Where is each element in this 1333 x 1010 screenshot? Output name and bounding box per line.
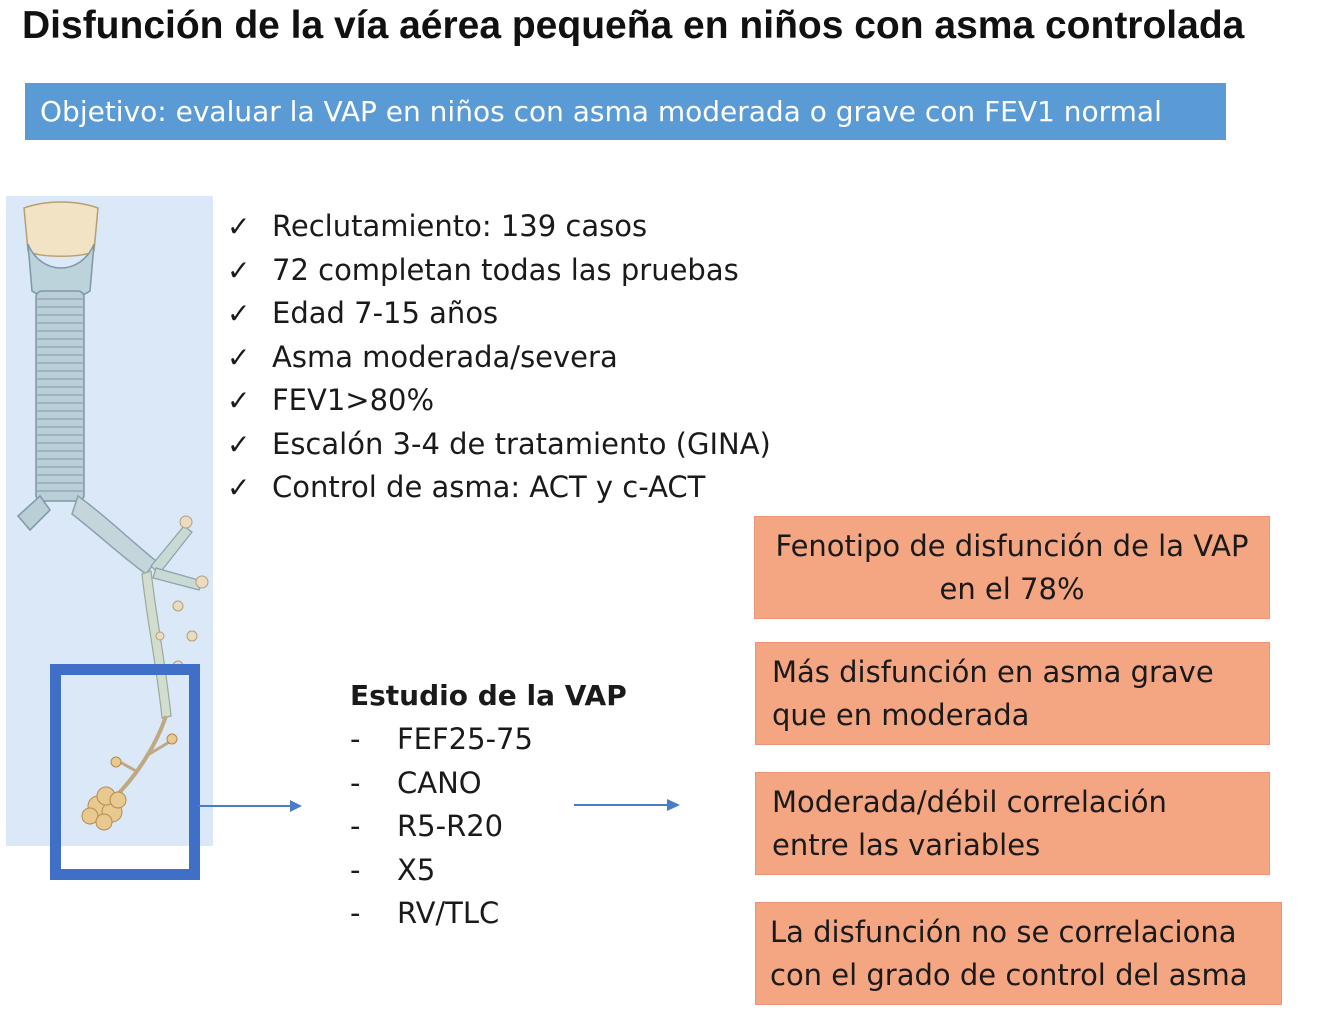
study-title: Estudio de la VAP <box>350 679 627 712</box>
criteria-item: ✓ Reclutamiento: 139 casos <box>227 205 771 249</box>
criteria-item: ✓ Edad 7-15 años <box>227 292 771 336</box>
study-item: - FEF25-75 <box>350 722 533 756</box>
check-icon: ✓ <box>227 340 251 374</box>
criteria-item: ✓ FEV1>80% <box>227 379 771 423</box>
magnifier-box <box>50 664 200 880</box>
check-icon: ✓ <box>227 210 251 243</box>
study-item: - X5 <box>350 852 436 887</box>
check-icon: ✓ <box>227 297 251 330</box>
study-item: - RV/TLC <box>350 896 500 930</box>
criteria-item: ✓ Asma moderada/severa <box>227 336 771 380</box>
check-icon: ✓ <box>227 471 251 504</box>
objective-banner: Objetivo: evaluar la VAP en niños con asma moderada o grave con FEV1 normal <box>25 83 1226 140</box>
result-box-control: La disfunción no se correlaciona con el grado de control del asma <box>755 902 1282 1005</box>
check-icon: ✓ <box>227 253 251 287</box>
check-icon: ✓ <box>227 384 251 417</box>
study-block <box>350 674 627 936</box>
arrow-right-icon <box>198 796 304 816</box>
check-icon: ✓ <box>227 427 251 461</box>
study-item: - R5-R20 <box>350 809 504 843</box>
result-box-phenotype: Fenotipo de disfunción de la VAP en el 78% <box>754 516 1270 619</box>
result-box-correlation: Moderada/débil correlación entre las variables <box>755 772 1270 875</box>
criteria-item: ✓ Control de asma: ACT y c-ACT <box>227 466 771 510</box>
result-box-severity: Más disfunción en asma grave que en moderada <box>755 642 1270 745</box>
criteria-item: ✓ 72 completan todas las pruebas <box>227 249 771 293</box>
study-item: - CANO <box>350 765 482 800</box>
study-list <box>350 718 627 936</box>
criteria-item: ✓ Escalón 3-4 de tratamiento (GINA) <box>227 423 771 467</box>
page-title: Disfunción de la vía aérea pequeña en niños con asma controlada <box>22 4 1245 47</box>
criteria-list <box>227 205 771 510</box>
